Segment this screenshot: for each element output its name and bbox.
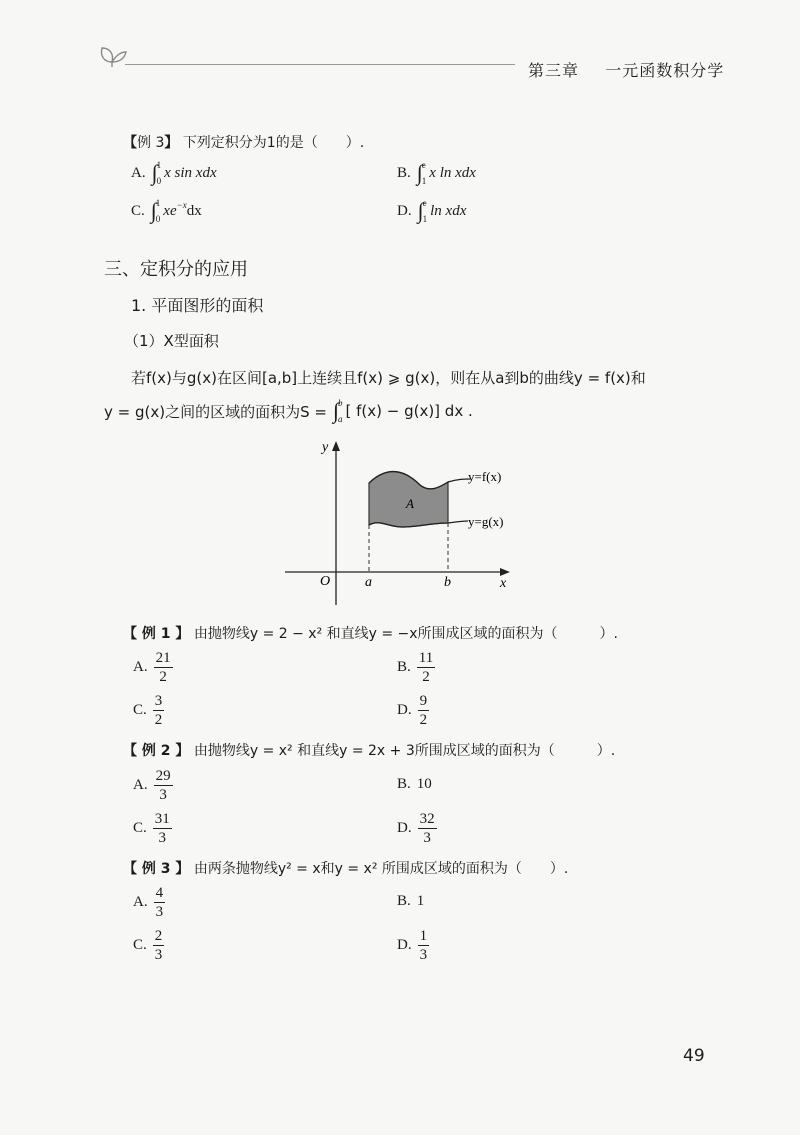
option-letter: D. [397,820,412,836]
example-3b-stem [123,858,568,878]
example-label: 例 3 [137,135,165,151]
y-axis-label: y [322,440,329,455]
integral: ∫ b a [332,398,343,424]
example-label: 【 例 2 】 [123,743,190,759]
header-rule [125,64,515,65]
option-letter: A. [133,777,148,793]
option-letter: B. [397,776,411,792]
fraction [418,928,430,963]
bracket-right: 】 [164,135,179,151]
upper-limit: e [421,160,426,170]
option-value: 10 [416,776,432,792]
denominator: 3 [154,947,163,963]
fraction [154,885,166,920]
option-letter: D. [397,202,412,219]
subsubsection-title: （1）X型面积 [124,332,219,350]
example-label: 【 例 3 】 [123,861,190,877]
option-b [397,776,432,793]
fraction [153,693,165,728]
text: y = g(x)之间的区域的面积为S = [104,402,327,421]
denominator: 2 [419,712,428,728]
header-title: 一元函数积分学 [605,61,725,80]
lower-limit: a [337,414,343,424]
numerator: 3 [154,693,163,709]
integral: ∫ e 1 [416,160,427,186]
header-chapter: 第三章 [528,61,580,80]
upper-limit: e [422,198,427,208]
question-text: 由两条抛物线y² = x和y = x² 所围成区域的面积为（ ）. [193,861,569,877]
option-letter: C. [133,702,147,718]
integral: ∫ 1 0 [151,160,162,186]
lower-limit: 0 [156,176,162,186]
option-letter: C. [133,937,147,953]
denominator: 2 [159,669,167,685]
paragraph-line-2 [104,398,473,424]
differential: dx [186,202,202,219]
option-value: 1 [416,893,425,909]
numerator: 2 [154,928,163,944]
question-text: 由抛物线y = 2 − x² 和直线y = −x所围成区域的面积为（ ）. [193,626,619,642]
f-label: y=f(x) [468,469,502,484]
option-b [397,160,476,186]
option-b [397,650,435,685]
option-a [133,650,173,685]
denominator: 3 [158,830,167,846]
denominator: 2 [154,712,163,728]
option-letter: B. [397,164,411,181]
denominator: 3 [419,947,428,963]
option-letter: C. [133,820,147,836]
denominator: 3 [423,830,431,846]
option-b [397,893,424,910]
lower-limit: 0 [155,214,161,224]
fraction [153,811,172,846]
integral: ∫ 1 0 [150,198,161,224]
numerator: 29 [155,768,171,784]
option-d [397,198,466,224]
running-header [528,58,724,81]
x-axis-label: x [500,576,507,591]
integrand: x ln xdx [429,164,476,181]
fraction [154,650,173,685]
option-c [133,811,172,846]
numerator: 1 [419,928,428,944]
option-c [131,198,202,224]
option-letter: B. [397,659,411,675]
option-letter: A. [133,659,148,675]
example-label: 【 例 1 】 [123,626,190,642]
region-label: A [406,496,414,511]
option-letter: A. [131,164,146,181]
question-text: 由抛物线y = x² 和直线y = 2x + 3所围成区域的面积为（ ）. [193,743,616,759]
fraction [154,768,173,803]
integral: ∫ e 1 [417,198,428,224]
fraction [418,693,430,728]
upper-limit: 1 [156,160,162,170]
a-label: a [365,575,372,590]
option-letter: C. [131,202,145,219]
numerator: 11 [418,650,434,666]
option-a [133,885,165,920]
upper-limit: b [337,398,343,408]
fraction [153,928,165,963]
option-d [397,693,429,728]
paragraph-line-1: 若f(x)与g(x)在区间[a,b]上连续且f(x) ⩾ g(x)，则在从a到b的曲线y = f(x)和 [131,369,646,387]
example-1-stem [123,623,618,643]
integrand: x sin xdx [164,164,217,181]
numerator: 21 [155,650,171,666]
integrand: xe [163,202,177,219]
numerator: 4 [155,885,164,901]
example-2-stem [123,740,615,760]
denominator: 2 [422,669,430,685]
upper-limit: 1 [155,198,161,208]
option-a [133,768,173,803]
page-number: 49 [683,1046,705,1066]
lower-limit: 1 [421,176,427,186]
option-letter: D. [397,702,412,718]
option-letter: D. [397,937,412,953]
fraction [417,650,435,685]
example-3a-stem [123,132,364,152]
y-axis-arrow [332,441,340,451]
leaf-icon [98,42,128,68]
b-label: b [444,575,451,590]
fraction [418,811,437,846]
numerator: 32 [419,811,435,827]
integrand: ln xdx [430,202,467,219]
option-a [131,160,217,186]
numerator: 31 [154,811,170,827]
bracket-left: 【 [123,135,137,151]
section-title: 三、定积分的应用 [104,259,248,280]
denominator: 3 [155,904,164,920]
option-d [397,811,437,846]
subsection-title: 1. 平面图形的面积 [131,296,264,315]
x-axis-arrow [500,568,510,576]
integrand: [ f(x) − g(x)] dx . [345,402,473,420]
numerator: 9 [419,693,428,709]
option-d [397,928,429,963]
origin-label: O [320,574,331,589]
g-label: y=g(x) [468,514,504,529]
lower-limit: 1 [422,214,428,224]
exponent: −x [176,200,187,210]
option-c [133,928,164,963]
option-letter: B. [397,893,411,909]
option-c [133,693,164,728]
area-figure [280,435,520,610]
option-letter: A. [133,894,148,910]
question-text: 下列定积分为1的是（ ）. [182,135,365,151]
denominator: 3 [159,787,167,803]
